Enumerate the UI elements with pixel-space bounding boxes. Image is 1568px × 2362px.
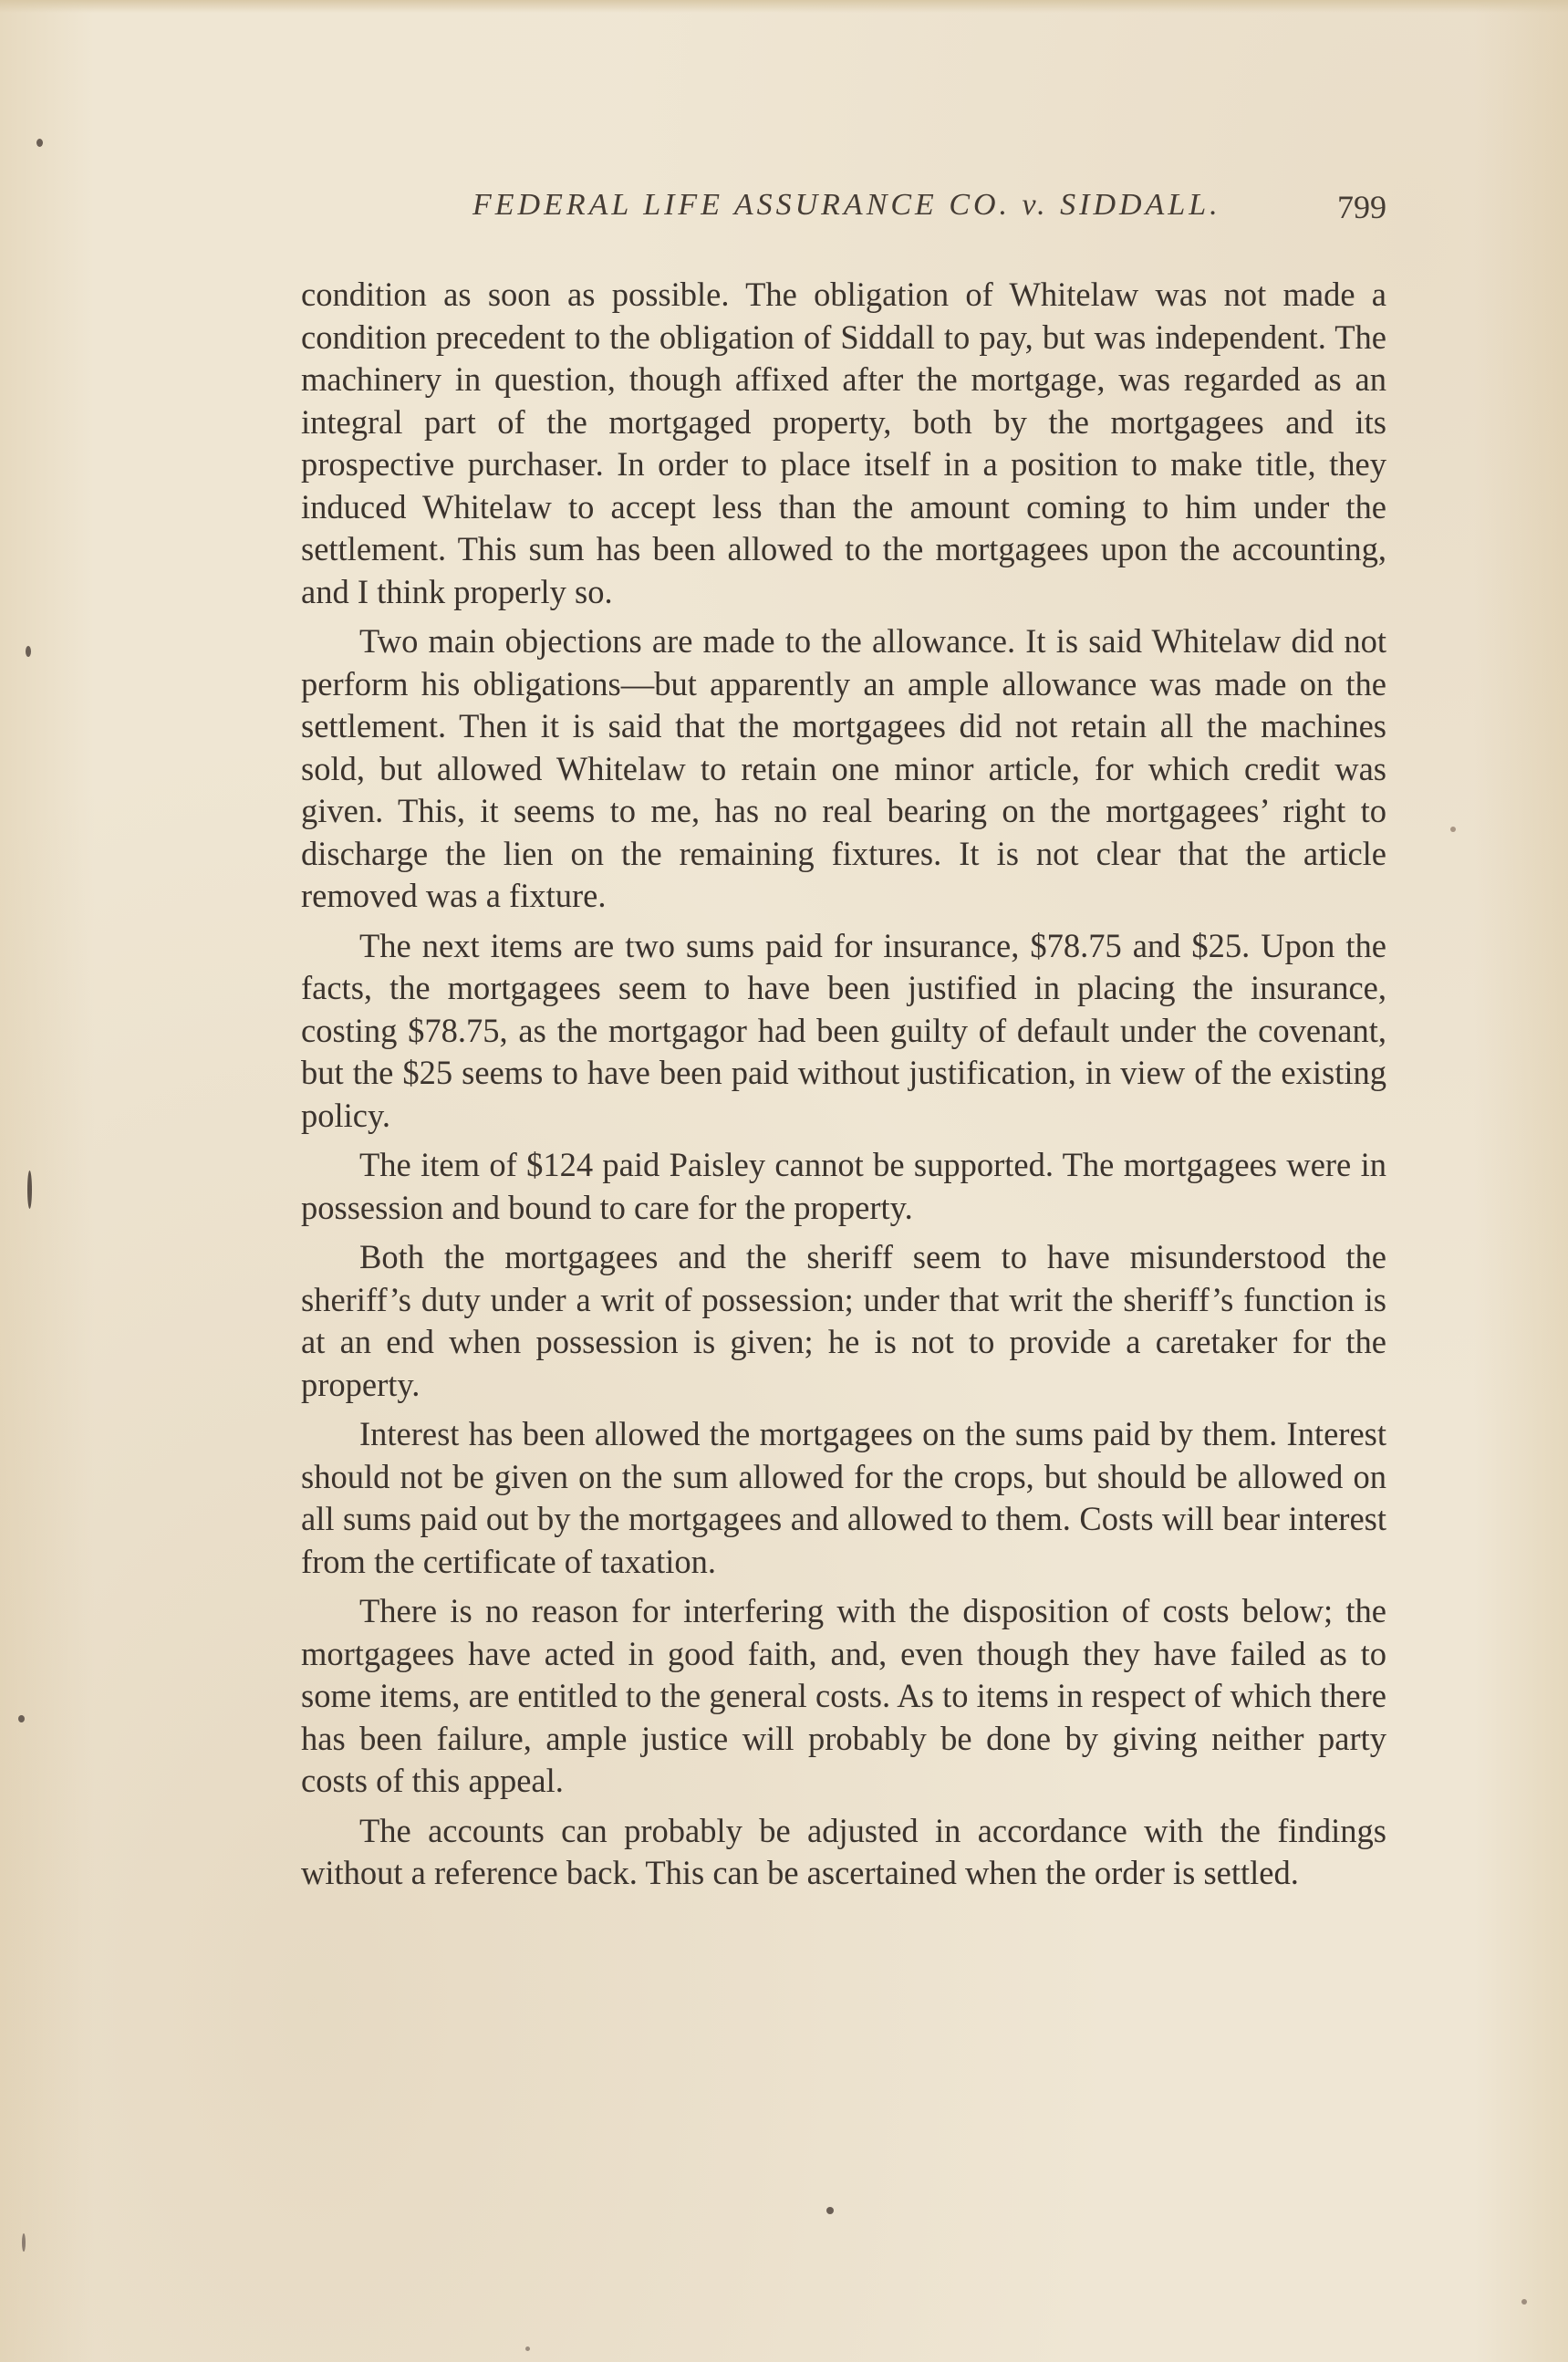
paragraph-5: Both the mortgagees and the sheriff seem to have misunderstood the sheriff’s duty under a writ of possession; under that writ the sheriff’s function is at an end when possession is given; he is not to provide a caretaker for the property. xyxy=(301,1238,1386,1403)
paragraph-2: Two main objections are made to the allowance. It is said Whitelaw did not perform his obligations—but apparently an ample allowance was made on the settlement. Then it is said that the mortgagees did not retain all the machines sold, but allowed Whitelaw to retain one minor article, for which credit was given. This, it seems to me, has no real bearing on the mortgagees’ right to discharge the lien on the remaining fixtures. It is not clear that the article removed was a fixture. xyxy=(301,622,1386,914)
paragraph-8: The accounts can probably be adjusted in accordance with the findings without a reference back. This can be ascertained when the order is settled. xyxy=(301,1811,1386,1891)
margin-speck xyxy=(18,1715,25,1722)
margin-speck xyxy=(22,2233,26,2252)
running-title: FEDERAL LIFE ASSURANCE CO. v. SIDDALL. xyxy=(472,188,1221,222)
right-speck xyxy=(1450,827,1456,832)
center-speck xyxy=(525,2346,530,2351)
paragraph-4: The item of $124 paid Paisley cannot be supported. The mortgagees were in possession and bound to care for the property. xyxy=(301,1146,1386,1226)
page-number: 799 xyxy=(1337,189,1386,225)
right-speck xyxy=(1521,2299,1527,2305)
paragraph-3: The next items are two sums paid for insurance, $78.75 and $25. Upon the facts, the mortgagees seem to have been justified in placing the insurance, costing $78.75, as the mortgagor had been guilty of default under the covenant, but the $25 seems to have been paid without justification, in view of the existing policy. xyxy=(301,926,1386,1134)
margin-speck xyxy=(36,139,43,147)
running-head xyxy=(301,188,1386,234)
center-speck xyxy=(826,2207,834,2214)
margin-speck xyxy=(27,1171,32,1209)
page-top-edge xyxy=(0,0,1568,13)
paragraph-7: There is no reason for interfering with the disposition of costs below; the mortgagees have acted in good faith, and, even though they have failed as to some items, are entitled to the general costs. As to items in respect of which there has been failure, ample justice will probably be done by giving neither party costs of this appeal. xyxy=(301,1592,1386,1799)
body-text xyxy=(301,274,1386,1902)
paragraph-1: condition as soon as possible. The obligation of Whitelaw was not made a condition precedent to the obligation of Siddall to pay, but was independent. The machinery in question, though affixed after the mortgage, was regarded as an integral part of the mortgaged property, both by the mortgagees and its prospective purchaser. In order to place itself in a position to make title, they induced Whitelaw to accept less than the amount coming to him under the settlement. This sum has been allowed to the mortgagees upon the accounting, and I think properly so. xyxy=(301,276,1386,610)
paragraph-6: Interest has been allowed the mortgagees on the sums paid by them. Interest should not be given on the sum allowed for the crops, but should be allowed on all sums paid out by the mortgagees and allowed to them. Costs will bear interest from the certificate of taxation. xyxy=(301,1415,1386,1580)
margin-speck xyxy=(26,646,31,657)
